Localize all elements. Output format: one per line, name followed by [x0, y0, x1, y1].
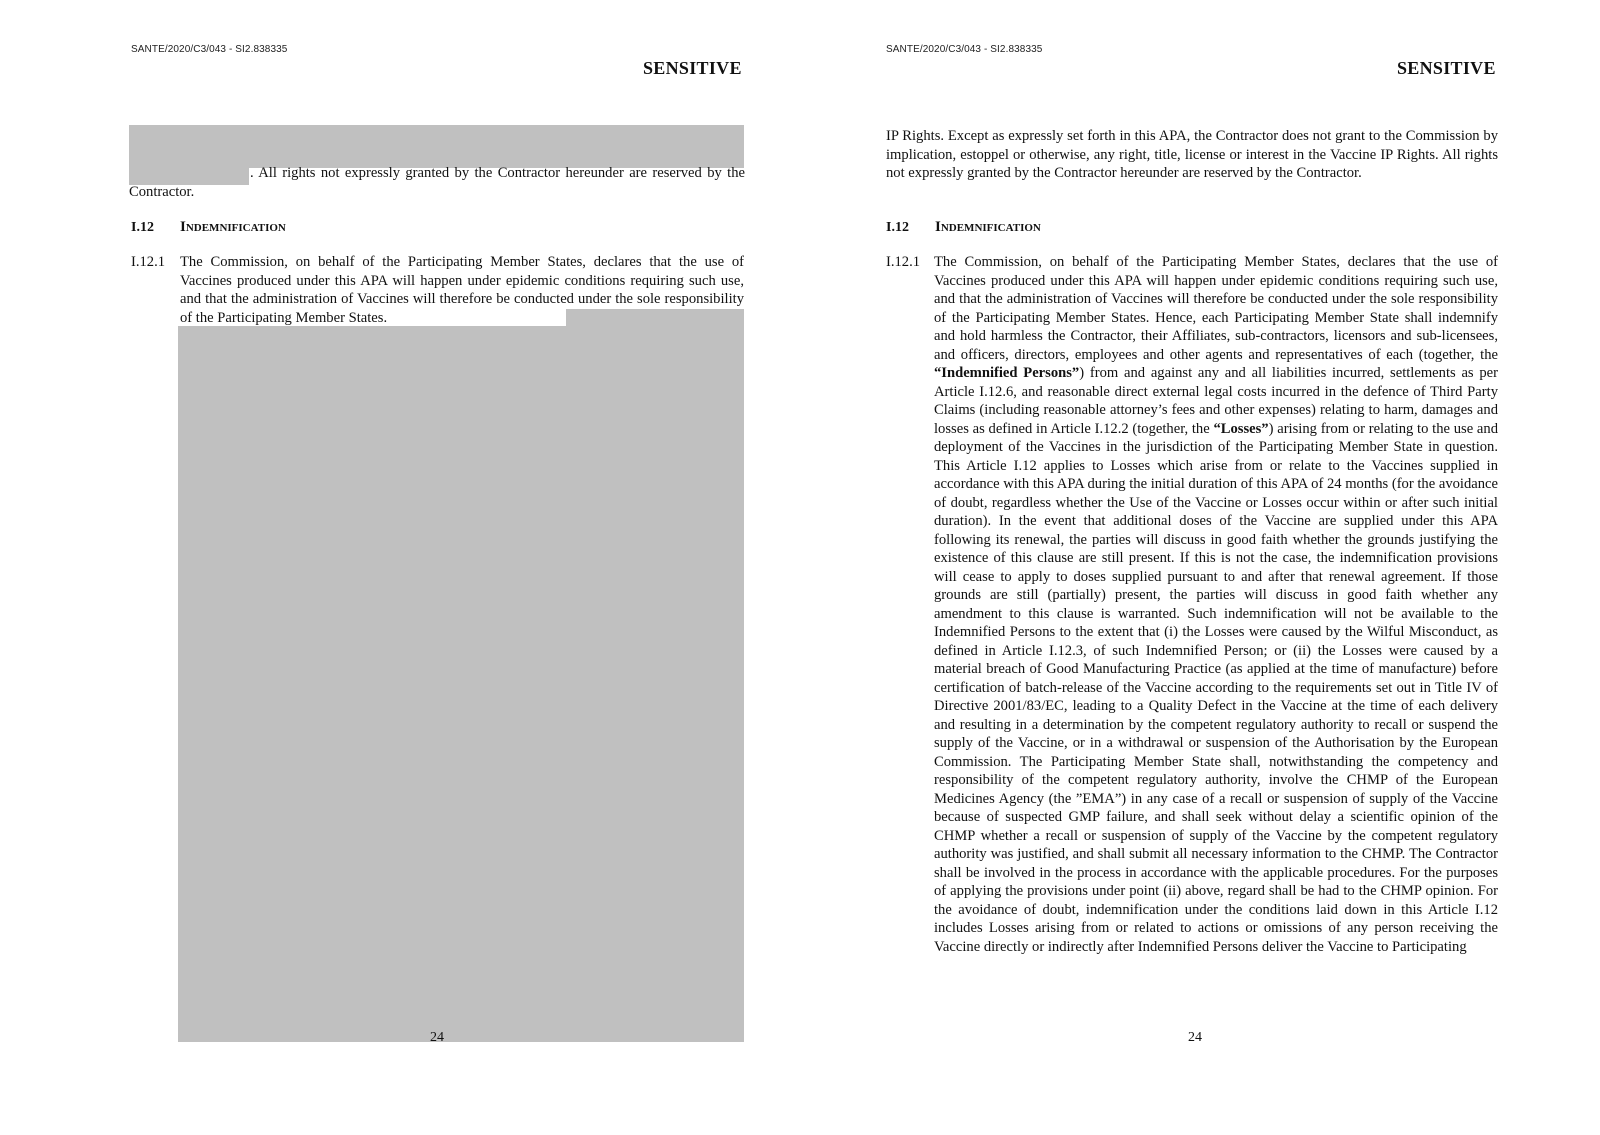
section-number: I.12	[886, 220, 909, 235]
defined-term-losses: “Losses”	[1213, 420, 1269, 437]
clause-paragraph	[934, 253, 1498, 956]
redaction-block	[129, 125, 744, 168]
defined-term-indemnified-persons: “Indemnified Persons”	[934, 365, 1080, 381]
clause-text-part: ) arising from or relating to the use and deployment of the Vaccines in the jurisdiction of the Participating Member State in question. This Article I.12 applies to Losses which arise from or relate to the Vaccines supplied in accordance with this APA during the initial duration of this APA of 24 months (for the avoidance of doubt, regardless whether the Use of the Vaccine or Losses occur within or after such initial duration). In the event that additional doses of the Vaccine are supplied under this APA following its renewal, the parties will discuss in good faith whether the grounds justifying the existence of this clause are still present. If this is not the case, the indemnification provisions will cease to apply to doses supplied pursuant to and after that renewal agreement. If those grounds are still (partially) present, the parties will discuss in good faith whether any amendment to this clause is warranted. Such indemnification will not be available to the Indemnified Persons to the extent that (i) the Losses were caused by the Wilful Misconduct, as defined in Article I.12.3, of such Indemnified Person; or (ii) the Losses were caused by a material breach of Good Manufacturing Practice (as applied at the time of manufacture) before certification of batch-release of the Vaccine according to the requirements set out in Title IV of Directive 2001/83/EC, leading to a Quality Defect in the Vaccine at the time of each delivery and resulting in a determination by the competent regulatory authority to recall or suspend the supply of the Vaccine, or in a withdrawal or suspension of the Authorisation by the European Commission. The Participating Member State shall, notwithstanding the competency and responsibility of the competent regulatory authority, involve the CHMP of the European Medicines Agency (the ”EMA”) in any case of a recall or suspension of supply of the Vaccine because of suspected GMP failure, and shall seek without delay a scientific opinion of the CHMP whether a recall or suspension of supply of the Vaccine by the competent regulatory authority was justified, and shall submit all necessary information to the CHMP. The Contractor shall be involved in the process in accordance with the applicable procedures. For the purposes of applying the provisions under point (ii) above, regard shall be had to the CHMP opinion. For the avoidance of doubt, indemnification under the conditions laid down in this Article I.12 includes Losses arising from or related to actions or omissions of any person receiving the Vaccine directly or indirectly after Indemnified Persons deliver the Vaccine to Participating	[934, 420, 1498, 955]
document-reference: SANTE/2020/C3/043 - SI2.838335	[131, 44, 288, 55]
page-number: 24	[430, 1030, 444, 1045]
classification-label: SENSITIVE	[643, 58, 742, 78]
redaction-block	[178, 326, 744, 1042]
clause-number: I.12.1	[886, 254, 921, 270]
redaction-block	[566, 309, 744, 327]
left-page	[0, 0, 780, 1135]
classification-label: SENSITIVE	[1397, 58, 1496, 78]
clause-paragraph: The Commission, on behalf of the Participating Member States, declares that the use of Vaccines produced under this APA will happen under epidemic conditions requiring such use, and that the administration of Vaccines will therefore be conducted under the sole responsibility of the Participating Member States.	[180, 254, 744, 326]
clause-number: I.12.1	[131, 254, 166, 270]
intro-paragraph: . All rights not expressly granted by the Contractor hereunder are reserved by the Contractor.	[129, 165, 745, 200]
document-reference: SANTE/2020/C3/043 - SI2.838335	[886, 44, 1043, 55]
section-title: Indemnification	[935, 219, 1041, 235]
section-number: I.12	[131, 220, 154, 235]
clause-text-part: The Commission, on behalf of the Participating Member States, declares that the use of Vaccines produced under this APA will happen under epidemic conditions requiring such use, and that the administration of Vaccines will therefore be conducted under the sole responsibility of the Participating Member States. Hence, each Participating Member State shall indemnify and hold harmless the Contractor, their Affiliates, sub-contractors, licensors and sub-licensees, and officers, directors, employees and other agents and representatives of each (together, the	[934, 254, 1498, 363]
intro-paragraph: IP Rights. Except as expressly set forth in this APA, the Contractor does not grant to the Commission by implication, estoppel or otherwise, any right, title, license or interest in the Vaccine IP Rights. All rights not expressly granted by the Contractor hereunder are reserved by the Contractor.	[886, 128, 1498, 181]
section-heading	[886, 219, 1041, 236]
section-title: Indemnification	[180, 219, 286, 235]
section-heading	[131, 219, 286, 236]
right-page	[755, 0, 1600, 1135]
page-number: 24	[1188, 1030, 1202, 1045]
clause-text-part: ) from and against any and all liabilities incurred, settlements as per Article I.12.6, and reasonable direct external legal costs incurred in the defence of Third Party Claims (including reasonable attorney’s fees and other expenses) relating to harm, damages and losses as defined in Article I.12.2 (together, the	[934, 365, 1499, 437]
